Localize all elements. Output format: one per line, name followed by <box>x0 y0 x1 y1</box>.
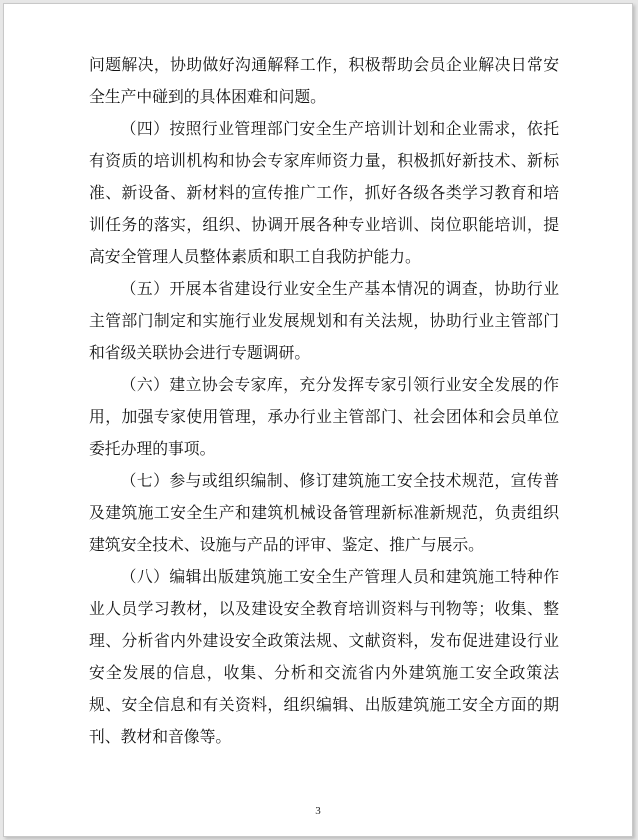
document-body <box>89 49 559 753</box>
document-page <box>3 3 633 837</box>
page-number: 3 <box>315 805 321 817</box>
paragraph-1: 问题解决，协助做好沟通解释工作，积极帮助会员企业解决日常安全生产中碰到的具体困难和问题。 <box>89 55 559 106</box>
paragraph-5: （七）参与或组织编制、修订建筑施工安全技术规范，宣传普及建筑施工安全生产和建筑机械设备管理新标准新规范，负责组织建筑安全技术、设施与产品的评审、鉴定、推广与展示。 <box>89 471 559 554</box>
paragraph-2: （四）按照行业管理部门安全生产培训计划和企业需求，依托有资质的培训机构和协会专家库师资力量，积极抓好新技术、新标准、新设备、新材料的宣传推广工作，抓好各级各类学习教育和培训任务的落实，组织、协调开展各种专业培训、岗位职能培训，提高安全管理人员整体素质和职工自我防护能力。 <box>89 119 559 266</box>
paragraph-4: （六）建立协会专家库，充分发挥专家引领行业安全发展的作用，加强专家使用管理，承办行业主管部门、社会团体和会员单位委托办理的事项。 <box>89 375 559 458</box>
paragraph-6: （八）编辑出版建筑施工安全生产管理人员和建筑施工特种作业人员学习教材，以及建设安全教育培训资料与刊物等；收集、整理、分析省内外建设安全政策法规、文献资料，发布促进建设行业安全发展的信息，收集、分析和交流省内外建筑施工安全政策法规、安全信息和有关资料，组织编辑、出版建筑施工安全方面的期刊、教材和音像等。 <box>89 567 559 746</box>
paragraph-3: （五）开展本省建设行业安全生产基本情况的调查，协助行业主管部门制定和实施行业发展规划和有关法规，协助行业主管部门和省级关联协会进行专题调研。 <box>89 279 559 362</box>
